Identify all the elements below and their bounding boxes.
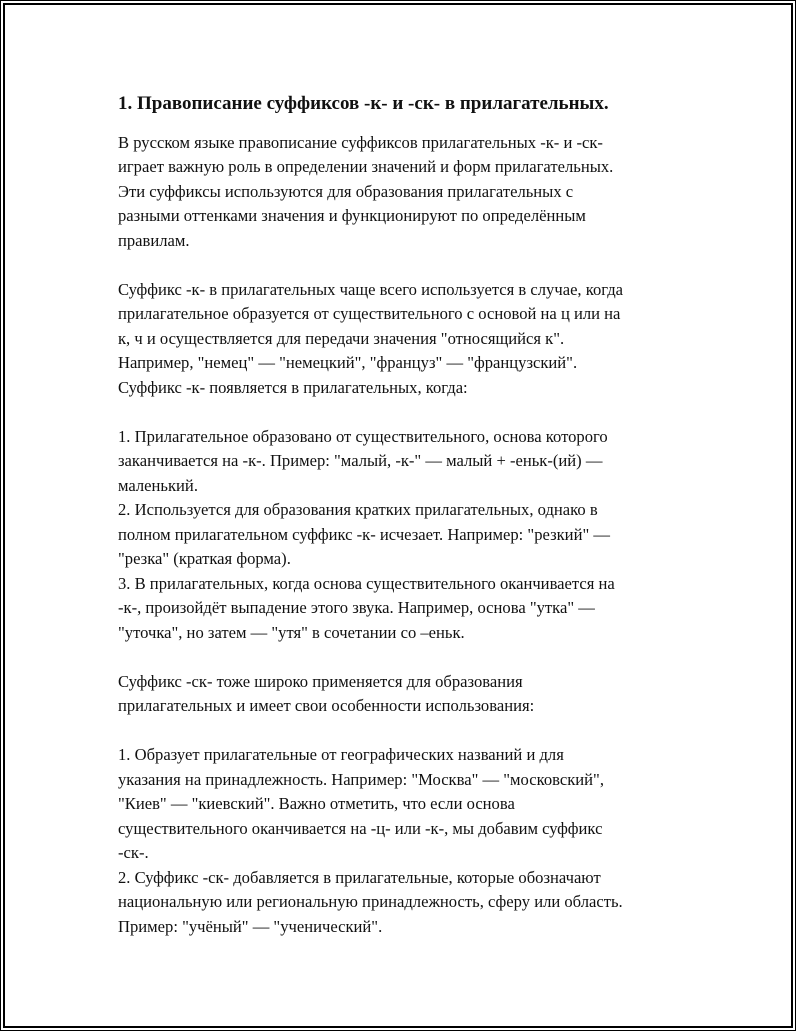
suffix-sk-paragraph: Суффикс -ск- тоже широко применяется для образования прилагательных и имеет свои особенности использования: bbox=[118, 671, 535, 716]
paragraph-gap bbox=[118, 253, 698, 278]
suffix-sk-rules-list: 1. Образует прилагательные от географических названий и для указания на принадлежность. Например: "Москва" — "московский", "Киев" — "киевский". Важно отметить, что если основа существительного оканчивается на -ц- или -к-, мы добавим суффикс -ск-. 2. Суффикс -ск- добавляется в прилагательные, которые обозначают национальную или региональную принадлежность, сферу или область. Пример: "учёный" — "ученический". bbox=[118, 745, 623, 936]
paragraph-gap bbox=[118, 645, 698, 670]
section-title: 1. Правописание суффиксов -к- и -ск- в прилагательных. bbox=[118, 93, 609, 114]
document-body bbox=[118, 92, 698, 939]
paragraph-gap bbox=[118, 719, 698, 744]
paragraph-gap bbox=[118, 400, 698, 425]
suffix-k-paragraph: Суффикс -к- в прилагательных чаще всего используется в случае, когда прилагательное образуется от существительного с основой на ц или на к, ч и осуществляется для передачи значения "относящийся к". Например, "немец" — "немецкий", "француз" — "французский". Суффикс -к- появляется в прилагательных, когда: bbox=[118, 279, 624, 397]
suffix-k-rules-list: 1. Прилагательное образовано от существительного, основа которого заканчивается на -к-. Пример: "малый, -к-" — малый + -еньк-(ий) — маленький. 2. Используется для образования кратких прилагательных, однако в полном прилагательном суффикс -к- исчезает. Например: "резкий" — "резка" (краткая форма). 3. В прилагательных, когда основа существительного оканчивается на -к-, произойдёт выпадение этого звука. Например, основа "утка" — "уточка", но затем — "утя" в сочетании со –еньк. bbox=[118, 426, 615, 642]
intro-paragraph: В русском языке правописание суффиксов прилагательных -к- и -ск- играет важную роль в определении значений и форм прилагательных. Эти суффиксы используются для образования прилагательных с разными оттенками значения и функционируют по определённым правилам. bbox=[118, 132, 614, 250]
